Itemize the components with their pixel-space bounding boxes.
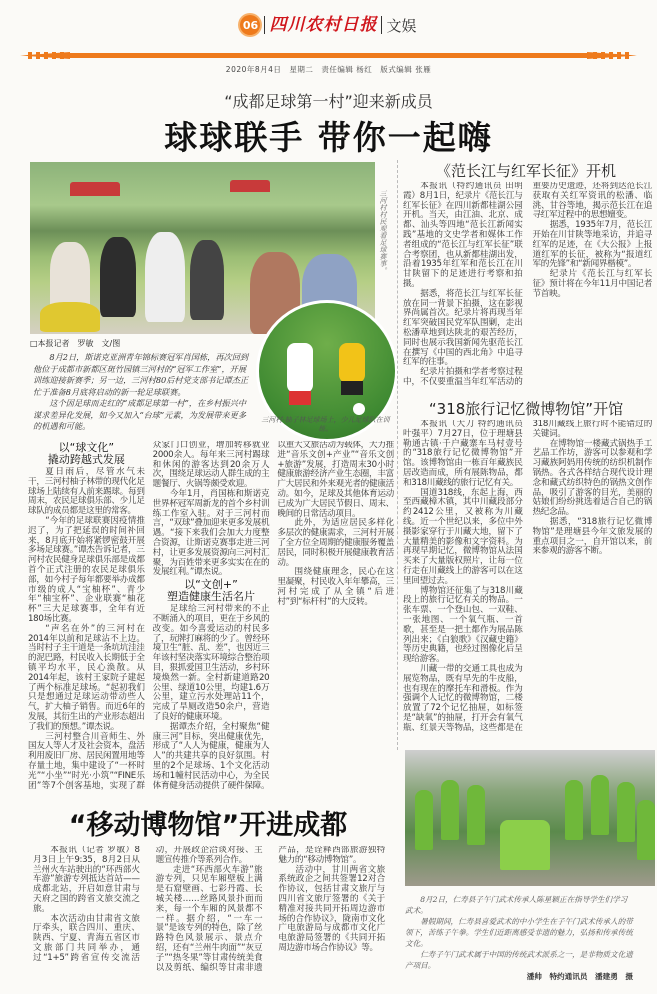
byline: □本报记者 罗敏 文/图 [30, 339, 121, 348]
fan-article-title: 《范长江与红军长征》开机 [435, 162, 616, 180]
subheading-line: 塑造健康生活名片 [166, 590, 255, 604]
body-paragraph: 走进“环西部火车游”旅游专列，只见车厢壁板上满是石窟壁画、七彩丹霞、长城关楼……丝路风景扑面而来，每一个车厢的风景都不一样。据介绍，“一车一景”是该专列的特色，除了丝路特色风景展示、景点介绍，还有“兰州牛肉面”“灰豆子”“热冬果”等甘肃传统美食以及剪纸、编织等甘肃非遗产品，是诠释西部旅游独特魅力的“移动博物馆”。 [155, 846, 385, 973]
intro-paragraph: 这个因足球而走红的“成都足球第一村”，在乡村振兴中谋求差异化发展，如今又加入“台球”元素，为发展带来更多的机遇和可能。 [33, 398, 247, 431]
wushu-students-photo [405, 750, 655, 886]
body-paragraph: 国道318线，东起上海，西至西藏樟木镇，其中川藏段部分约2412公里，又被称为川藏线。近一个世纪以来，多位中外摄影家穿行于川藏大地，留下了大量精美的影像和文字资料。为再现早期记忆，微博物馆从法国买来了大量版权照片，让每一位行走在川藏线上的游客可以在这里回望过去。 [403, 487, 523, 586]
fan-article-body [403, 182, 652, 388]
body-paragraph: “声名在外”的三河村在2014年以前和足球沾不上边。当时村子主干道是一条坑坑洼洼的泥巴路，村民收入长期低于全镇平均水平，民心涣散。从2014年起，该村王家院子建起了两个标准足球场。“起初我们只是想通过足球运动带动些人气，扩大柚子销售。而近6年的发展，其衍生出的产业形态超出了我们的预想。”谭杰说。 [28, 623, 145, 732]
main-kicker: “成都足球第一村”迎来新成员 [224, 92, 433, 111]
body-paragraph: “今年的足球联赛因疫情推迟了，为了把延误的时间补回来，8月底开始将紧锣密鼓开展多场足球赛。”谭杰告诉记者，三河村农民健身足球俱乐部是成都首个正式注册的农民足球俱乐部，如今村子每年都要举办成都市级的成人“宝柚杯”、青少年“柚宝杯”、企业联赛“柚花杯”三大足球赛事，全年有近180场比赛。 [28, 515, 145, 624]
body-paragraph: 足球给三河村带来的不止不断涌入的项目，更在于乡风的改变。如今喜爱运动的村民多了，玩牌打麻将的少了。曾经环境卫生“脏、乱、差”，也因近三年该村坚决落实环境综合整治项目，狠抓爱国卫生活动，乡村环境焕然一新。全村新建道路20公里、绿道10公里，均建1.6万公里，建立污水处理站11个，完成了旱厕改造50余户，营造了良好的健康环境。 [152, 604, 270, 722]
intro-paragraph: 8月2日，斯诺克亚洲青年锦标赛冠军肖国栋，再次回到他位于成都市新都区斑竹园镇三河村的“冠军工作室”，开展训练迎接新赛季；另一边，三河村80后村党支部书记谭杰正忙于准备8月底将启动的新一轮足球联赛。 [33, 352, 249, 397]
subheading-line: 撬动跨越式发展 [47, 453, 125, 466]
body-paragraph: 本报讯（特约通讯员 田明霞）8月1日，纪录片《范长江与红军长征》在四川新都桂湖公园开机。当天，由江油、北京、成都、汕头等四地“范长江新闻实践”基地的文史学者和媒体工作者组成的“范长江与红军长征”联合考察团，也从新都桂湖出发，沿着1935年红军和范长江在川甘陕留下的足迹进行考察和拍摄。 [403, 182, 523, 289]
body-paragraph: 围绕健康理念，民心在这里凝聚，村民收入年年攀高，三河村完成了从全镇“后进村”到“标杆村”的大反转。 [277, 567, 394, 607]
body-paragraph: 纪录片拍摄和学者考察过程中，不仅要重温当年红军活动的重要历史遗迹，还将到达范长江获取有关红军资讯的松潘、临洮、甘谷等地，揭示范长江在追寻红军过程中的思想嬗变。 [403, 182, 652, 387]
masthead [0, 10, 657, 40]
body-paragraph: 在博物馆一楼藏式锅热手工艺品工作坊，游客可以参观和学习藏族阿妈用传统的纺织机制作锅热。各式各样结合现代设计理念和藏式纺织特色的锅热文创作品，吸引了游客的目光，美丽的姑娘们纷纷挑选着适合自己的锅热纪念品。 [532, 438, 652, 518]
caption-paragraph: 暑假期间，仁寿县喜爱武术的中小学生在子午门武术传承人的带领下，苦练子午拳。学生们近距离感受非遗的魅力，弘扬和传承传统文化。 [405, 917, 633, 948]
body-paragraph: 博物馆还征集了与318川藏段上的旅行记忆有关的物品。一张车票、一个登山包、一双鞋、一张地图、一个氧气瓶、一首歌，甚至是一把土都作为展品陈列出来；《白狼歌》《汉藏史籍》等历史典籍，也经过图像化后呈现给游客。 [403, 585, 523, 665]
body-paragraph: 此外，为适应居民多样化多层次的健康需求，三河村开展了全方位全周期的健康服务覆盖居民，同时积极开展健康教育活动。 [277, 518, 394, 568]
wushu-photo-caption [405, 894, 633, 982]
body-paragraph: 据悉，将范长江与红军长征放在同一背景下拍摄，这在影视界尚属首次。纪录片将再现当年红军突破国民党军队围剿，走出松潘草地到达陕北的艰苦经历，同时也展示我国新闻先驱范长江在撰写《中国的西北角》中追寻红军的往事。 [403, 288, 523, 368]
column-divider [397, 160, 398, 750]
main-article-body [28, 441, 394, 800]
body-paragraph: 本报讯（记者 罗敏）8月3日上午9:35，8月2日从兰州火车站驶出的“环西部火车游”旅游专列抵达首站——成都北站，开启如意甘肃与天府之国的跨省文旅交流之旅。 [33, 846, 140, 914]
section-name: 文娱 [386, 16, 417, 35]
subheading-line: 以“球文化” [58, 441, 115, 454]
subheading-line: 以“文创+” [184, 578, 238, 592]
caption-paragraph: 仁寿子午门武术属于中国的传统武术派系之一，是非物质文化遗产项目。 [405, 950, 633, 970]
main-headline: 球球联手 带你一起嗨 [164, 118, 493, 157]
wheat-divider-bar [20, 51, 637, 60]
newspaper-logo: 四川农村日报 [264, 16, 382, 34]
photo-caption: 三河村村民观看足球赛事。 [379, 190, 387, 274]
body-paragraph: 夏日雨后，尽管水气未干，三河村柚子林带的现代化足球场上陆续有人前来踢球。每到周末，农民足球俱乐部、少儿足球队的成员都是这里的常客。 [28, 467, 145, 517]
body-paragraph: 据谭杰介绍，全村聚焦“健康三河”目标，突出健康优先，形成了“人人为健康，健康为人人”的共建共享的良好氛围。村里的2个足球场、1个文化活动场和1幢村民活动中心，为全民体育健身活动提供了硬件保障。以重大文旅活动为载体，大力推进“音乐文创+产业”“音乐文创+旅游”发展，打造周末30小时健康旅游经济产业生态圈，丰富广大居民和外来观光者的健康活动。如今，足球及其他体育运动已成为广大居民节假日、周末、晚间的日常活动项目。 [152, 441, 394, 791]
body-paragraph: 三河村整合川音师生、外国友人等人才及社会资本，盘活利用废旧厂房、居民闲置用地等存量土地，集中建设了“一杯时光”“小坐”“时光·小筑”“FINE乐团”等7个创客基地，实现了群众家门口创业，增加转移就业2000余人。每年来三河村踢球和休闲的游客达到20余万人次，围绕足球运动人群生成的主题餐厅、火锅等颇受欢迎。 [28, 441, 270, 791]
museum-318-title: “318旅行记忆微博物馆”开馆 [428, 400, 624, 418]
subheading [28, 442, 145, 466]
museum-318-body [403, 420, 652, 742]
caption-paragraph: 8月2日，仁寿县子午门武术传承人陈星颖正在指导学生们学习武术。 [405, 895, 628, 915]
photo-credit: 潘帅 特约通讯员 潘建勇 摄 [526, 972, 633, 981]
dateline: 2020年8月4日 星期二 责任编辑 杨红 版式编辑 张雁 [225, 65, 432, 74]
body-paragraph: 纪录片《范长江与红军长征》预计将在今年11月中国记者节首映。 [532, 269, 652, 299]
body-paragraph: 本报讯（大刀 特约通讯员 叶强平）7月27日，位于理塘县勒通古镇·千户藏寨车马村壹号的“318旅行记忆微博物馆”开馆。该博物馆由一栋百年藏族民居改造而成，所有展陈物品，都和318川藏线的旅行记忆有关。 [403, 420, 523, 488]
article-intro [33, 352, 253, 433]
body-paragraph: 川藏一带的交通工具也成为展览物品，既有早先的牛皮船，也有现在的摩托车和滑板。作为强调个人记忆的微博物馆，二楼放置了72个记忆抽屉，如标签是“缺氧”的抽屉，打开会有氧气瓶、红景天等物品，这些都是在318川藏线上旅行时不能错过的关键词。 [403, 420, 652, 733]
body-paragraph: 活动中，甘川两省文旅系统政企之间共签署12对合作协议，包括甘肃文旅厅与四川省文旅厅签署的《关于精准对接共同开拓周边游市场的合作协议》，陇南市文化广电旅游局与成都市文化广电旅游局签署的《共同开拓周边游市场合作协议》等。 [278, 864, 385, 953]
body-paragraph: 今年1月，肖国栋和斯诺克世界杯冠军周新龙的首个乡村训练工作室入驻。对于三河村而言，“双球”叠加迎来更多发展机遇。“接下来我们会加大力度整合资源，让斯诺克赛事走进三河村，让更多发展资源向三河村汇聚，为百姓带来更多实实在在的发展红利。”谭杰说。 [152, 488, 270, 578]
mobile-museum-body [33, 846, 385, 981]
body-paragraph: 本次活动由甘肃省文旅厅牵头，联合四川、重庆、陕西、宁夏、青海五省区市文旅部门共同举办，通过“1+5”跨省宣传交流活动，开展政企洽谈对接、主题宣传推介等系列合作。 [33, 846, 263, 963]
page-number-badge: 06 [240, 15, 260, 35]
body-paragraph: 据悉，1935年7月，范长江开始在川甘陕等地采访，并追寻红军的足迹，在《大公报》上报道红军的长征，被称为“报道红军的先锋”和“新闻界楷模”。 [532, 220, 652, 270]
subheading [153, 579, 270, 603]
circle-photo-caption: 三河村·柚子林足球场上，少儿足球队在训练。 [261, 416, 390, 433]
body-paragraph: 据悉，“318旅行记忆微博物馆”是理塘县今年文旅发展的重点项目之一，自开馆以来，前来参观的游客不断。 [532, 516, 652, 557]
mobile-museum-title: “移动博物馆”开进成都 [68, 810, 348, 841]
